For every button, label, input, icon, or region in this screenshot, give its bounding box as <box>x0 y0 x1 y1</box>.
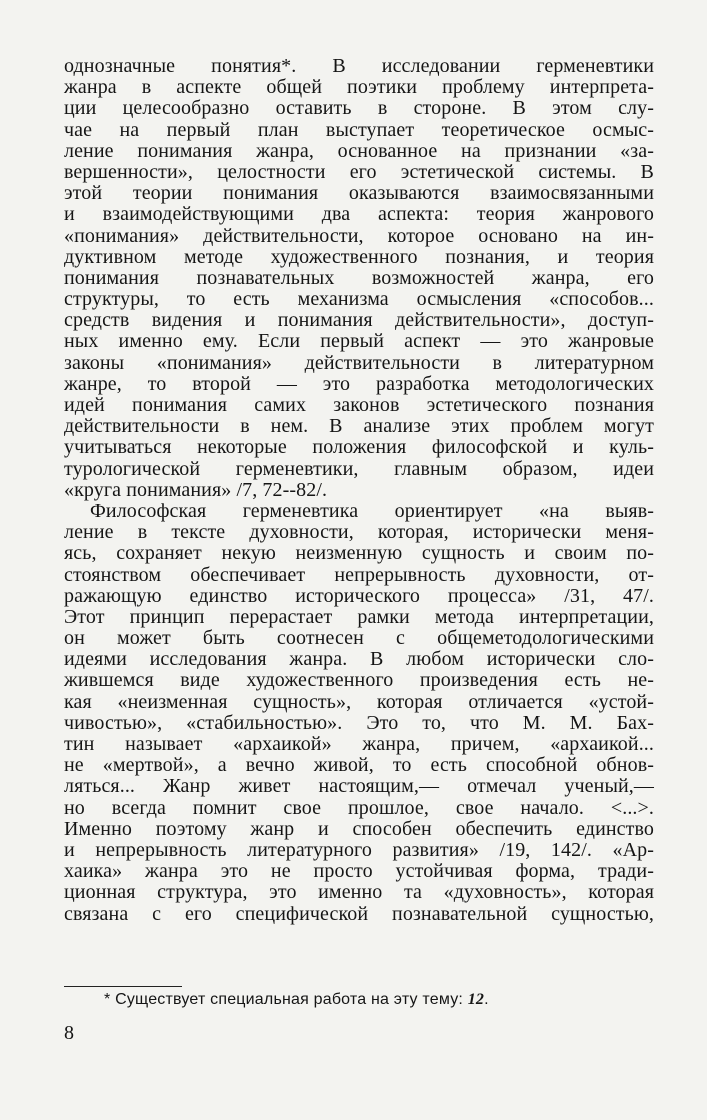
text-line: хаика» жанра это не просто устойчивая форма, тради- <box>64 860 654 883</box>
text-line: Именно поэтому жанр и способен обеспечить единство <box>64 817 654 840</box>
page-number: 8 <box>64 1022 74 1044</box>
text-line: Этот принцип перерастает рамки метода интерпретации, <box>64 605 654 628</box>
text-line: он может быть соотнесен с общеметодологическими <box>64 627 654 650</box>
text-line: идей понимания самих законов эстетического познания <box>64 394 654 416</box>
footnote-end: . <box>484 991 489 1008</box>
text-line: турологической герменевтики, главным образом, идеи <box>64 457 654 480</box>
footnote-text: * Существует специальная работа на эту тему: <box>104 991 468 1008</box>
text-line: ражающую единство исторического процесса» /31, 47/. <box>64 584 654 607</box>
text-line: ляться... Жанр живет настоящим,— отмечал ученый,— <box>64 775 654 798</box>
text-line: но всегда помнит свое прошлое, свое начало. <...>. <box>64 796 654 819</box>
text-line: кая «неизменная сущность», которая отличается «устой- <box>64 690 654 713</box>
text-line: жанра в аспекте общей поэтики проблему интерпрета- <box>64 76 654 99</box>
text-line: средств видения и понимания действительности», доступ- <box>64 309 654 332</box>
text-line: «понимания» действительности, которое основано на ин- <box>64 224 654 247</box>
footnote-rule <box>64 986 182 987</box>
text-line: ление понимания жанра, основанное на признании «за- <box>64 139 654 162</box>
text-line: жившемся виде художественного произведения есть не- <box>64 669 654 692</box>
text-line: идеями исследования жанра. В любом исторически сло- <box>64 648 654 671</box>
text-line: ции целесообразно оставить в стороне. В этом слу- <box>64 97 654 120</box>
text-line: действительности в нем. В анализе этих проблем могут <box>64 415 654 438</box>
body-text <box>64 56 654 925</box>
text-line: ление в тексте духовности, которая, исторически меня- <box>64 521 654 544</box>
text-line: этой теории понимания оказываются взаимосвязанными <box>64 182 654 205</box>
text-line: чае на первый план выступает теоретическое осмыс- <box>64 118 654 141</box>
text-line: законы «понимания» действительности в литературном <box>64 351 654 374</box>
text-line: связана с его специфической познавательной сущностью, <box>64 902 654 925</box>
text-line: чивостью», «стабильностью». Это то, что М. М. Бах- <box>64 711 654 734</box>
footnote <box>104 990 489 1010</box>
text-line: однозначные понятия*. В исследовании герменевтики <box>64 55 654 77</box>
text-line: Философская герменевтика ориентирует «на выяв- <box>90 499 654 522</box>
text-line: дуктивном методе художественного познания, и теория <box>64 245 654 268</box>
text-line: ных именно ему. Если первый аспект — это жанровые <box>64 330 654 353</box>
text-line: структуры, то есть механизма осмысления «способов... <box>64 288 654 311</box>
text-line: не «мертвой», а вечно живой, то есть способной обнов- <box>64 754 654 777</box>
text-line: и непрерывность литературного развития» /19, 142/. «Ар- <box>64 838 654 861</box>
text-line: и взаимодействующими два аспекта: теория жанрового <box>64 203 654 226</box>
text-line: учитываться некоторые положения философской и куль- <box>64 436 654 459</box>
text-line: жанре, то второй — это разработка методологических <box>64 372 654 395</box>
text-line: тин называет «архаикой» жанра, причем, «архаикой... <box>64 733 654 755</box>
text-line: ясь, сохраняет некую неизменную сущность и своим по- <box>64 542 654 565</box>
text-line: понимания познавательных возможностей жанра, его <box>64 266 654 289</box>
text-line: вершенности», целостности его эстетической системы. В <box>64 160 654 183</box>
footnote-reference: 12 <box>467 991 485 1008</box>
text-line: «круга понимания» /7, 72--82/. <box>64 478 328 501</box>
text-line: стоянством обеспечивает непрерывность духовности, от- <box>64 563 654 586</box>
text-line: ционная структура, это именно та «духовность», которая <box>64 881 654 904</box>
